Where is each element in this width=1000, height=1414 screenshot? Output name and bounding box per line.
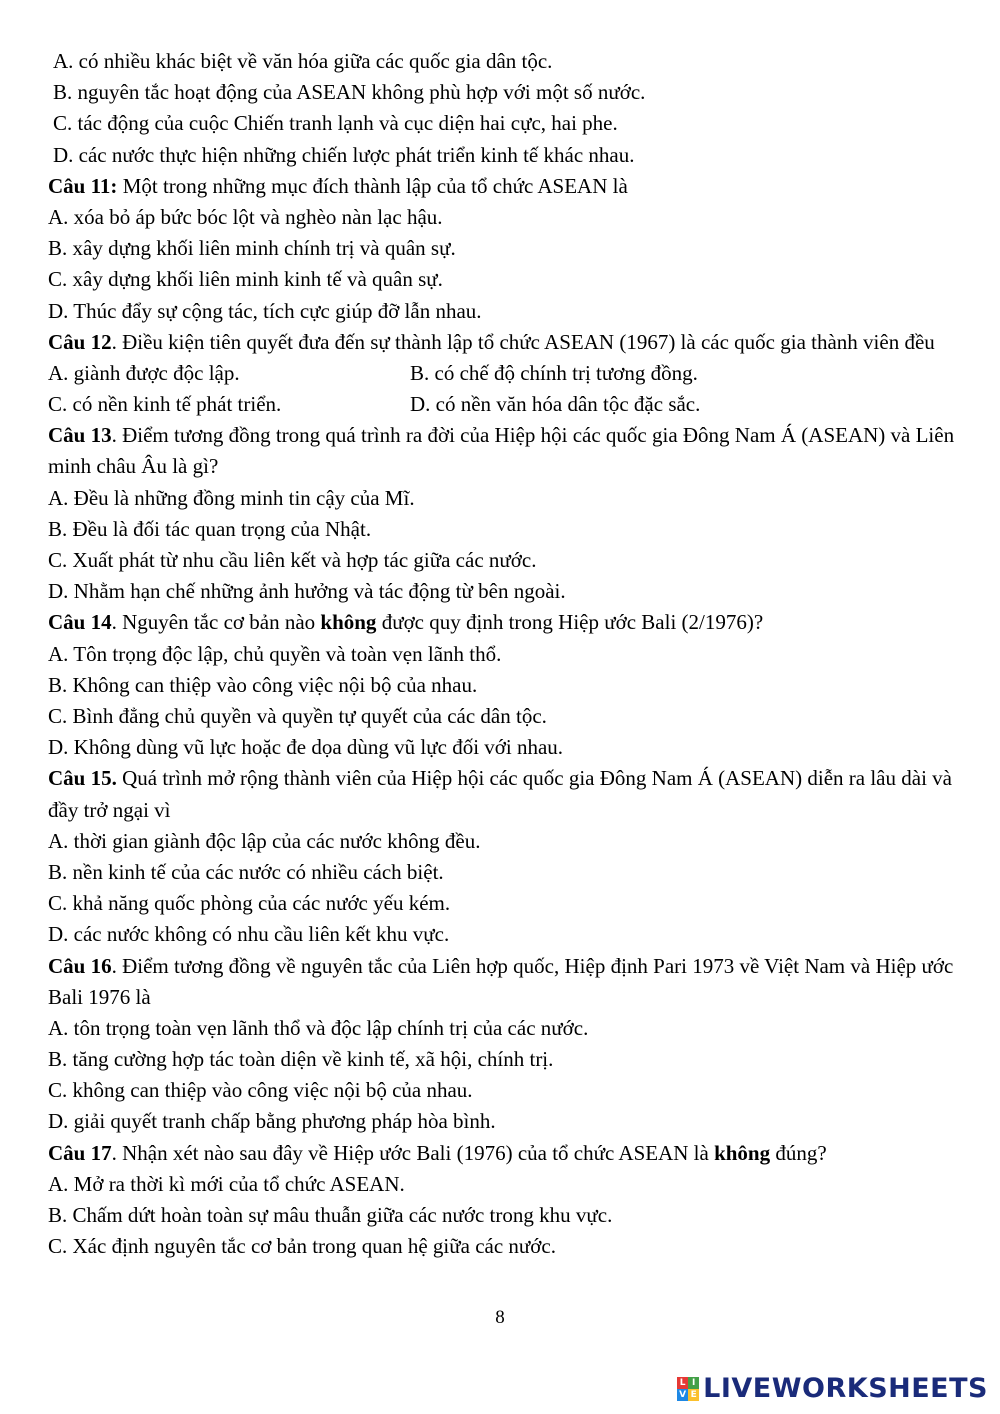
question-11-text: Một trong những mục đích thành lập của tổ chức ASEAN là [117,173,628,198]
option-12-row-2 [48,389,958,420]
option-14-b: B. Không can thiệp vào công việc nội bộ của nhau. [48,672,478,697]
option-16-b: B. tăng cường hợp tác toàn diện về kinh tế, xã hội, chính trị. [48,1047,554,1072]
page-number: 8 [495,1307,505,1328]
question-17 [48,1138,958,1169]
question-13 [48,420,958,482]
question-14 [48,607,958,638]
question-11-label: Câu 11: [48,173,118,198]
logo-letter-l: L [677,1377,688,1389]
question-17-text-before: . Nhận xét nào sau đây về Hiệp ước Bali (1976) của tổ chức ASEAN là [111,1140,715,1165]
option-12-a: A. giành được độc lập. [48,360,240,385]
option-intro-b: B. nguyên tắc hoạt động của ASEAN không phù hợp với một số nước. [53,80,646,105]
question-16 [48,951,958,1013]
question-12 [48,327,958,358]
option-intro-d: D. các nước thực hiện những chiến lược phát triển kinh tế khác nhau. [53,142,635,167]
question-14-emphasis: không [320,610,377,635]
question-16-text: . Điểm tương đồng về nguyên tắc của Liên hợp quốc, Hiệp định Pari 1973 về Việt Nam và Hiệp ước Bali 1976 là [48,953,954,1009]
worksheet-page [48,46,958,1262]
option-15-d: D. các nước không có nhu cầu liên kết khu vực. [48,922,450,947]
question-16-label: Câu 16 [48,953,112,978]
option-16-d: D. giải quyết tranh chấp bằng phương pháp hòa bình. [48,1109,496,1134]
question-14-text-before: . Nguyên tắc cơ bản nào [111,610,321,635]
option-12-b: B. có chế độ chính trị tương đồng. [410,360,698,385]
option-12-row-1 [48,358,958,389]
question-13-label: Câu 13 [48,423,112,448]
liveworksheets-wordmark: LIVEWORKSHEETS [703,1373,988,1404]
option-15-c: C. khả năng quốc phòng của các nước yếu kém. [48,891,451,916]
question-12-text: . Điều kiện tiên quyết đưa đến sự thành lập tổ chức ASEAN (1967) là các quốc gia thành viên đều [111,329,935,354]
question-15 [48,763,958,825]
option-15-b: B. nền kinh tế của các nước có nhiều cách biệt. [48,859,444,884]
logo-letter-i: I [688,1377,699,1389]
option-11-b: B. xây dựng khối liên minh chính trị và quân sự. [48,236,456,261]
option-12-d: D. có nền văn hóa dân tộc đặc sắc. [410,392,701,417]
question-14-text-after: được quy định trong Hiệp ước Bali (2/1976)? [376,610,764,635]
option-12-c: C. có nền kinh tế phát triển. [48,392,282,417]
option-14-c: C. Bình đẳng chủ quyền và quyền tự quyết của các dân tộc. [48,703,547,728]
question-17-label: Câu 17 [48,1140,112,1165]
question-15-text: Quá trình mở rộng thành viên của Hiệp hội các quốc gia Đông Nam Á (ASEAN) diễn ra lâu dài và đầy trở ngại vì [48,766,952,822]
option-14-d: D. Không dùng vũ lực hoặc đe dọa dùng vũ lực đối với nhau. [48,735,564,760]
question-12-label: Câu 12 [48,329,112,354]
option-17-c: C. Xác định nguyên tắc cơ bản trong quan hệ giữa các nước. [48,1234,556,1259]
option-13-d: D. Nhằm hạn chế những ảnh hưởng và tác động từ bên ngoài. [48,579,566,604]
option-13-c: C. Xuất phát từ nhu cầu liên kết và hợp tác giữa các nước. [48,548,537,573]
logo-letter-e: E [688,1389,699,1401]
liveworksheets-logo-icon [677,1377,699,1401]
option-11-c: C. xây dựng khối liên minh kinh tế và quân sự. [48,267,443,292]
question-14-label: Câu 14 [48,610,112,635]
option-14-a: A. Tôn trọng độc lập, chủ quyền và toàn vẹn lãnh thổ. [48,641,502,666]
question-11 [48,171,958,202]
question-17-emphasis: không [714,1140,771,1165]
liveworksheets-brand[interactable] [677,1372,988,1406]
option-intro-a: A. có nhiều khác biệt về văn hóa giữa các quốc gia dân tộc. [53,49,553,73]
option-16-a: A. tôn trọng toàn vẹn lãnh thổ và độc lập chính trị của các nước. [48,1015,589,1040]
option-13-a: A. Đều là những đồng minh tin cậy của Mĩ. [48,485,415,510]
option-17-a: A. Mở ra thời kì mới của tổ chức ASEAN. [48,1171,405,1196]
question-15-label: Câu 15. [48,766,117,791]
option-11-a: A. xóa bỏ áp bức bóc lột và nghèo nàn lạc hậu. [48,204,443,229]
question-13-text: . Điểm tương đồng trong quá trình ra đời của Hiệp hội các quốc gia Đông Nam Á (ASEAN) và Liên minh châu Âu là gì? [48,423,955,479]
option-15-a: A. thời gian giành độc lập của các nước không đều. [48,828,481,853]
question-17-text-after: đúng? [770,1140,827,1165]
logo-letter-v: V [677,1389,688,1401]
option-16-c: C. không can thiệp vào công việc nội bộ của nhau. [48,1078,473,1103]
option-17-b: B. Chấm dứt hoàn toàn sự mâu thuẫn giữa các nước trong khu vực. [48,1203,613,1228]
option-11-d: D. Thúc đẩy sự cộng tác, tích cực giúp đỡ lẫn nhau. [48,298,482,323]
option-intro-c: C. tác động của cuộc Chiến tranh lạnh và cục diện hai cực, hai phe. [53,111,618,136]
option-13-b: B. Đều là đối tác quan trọng của Nhật. [48,516,372,541]
